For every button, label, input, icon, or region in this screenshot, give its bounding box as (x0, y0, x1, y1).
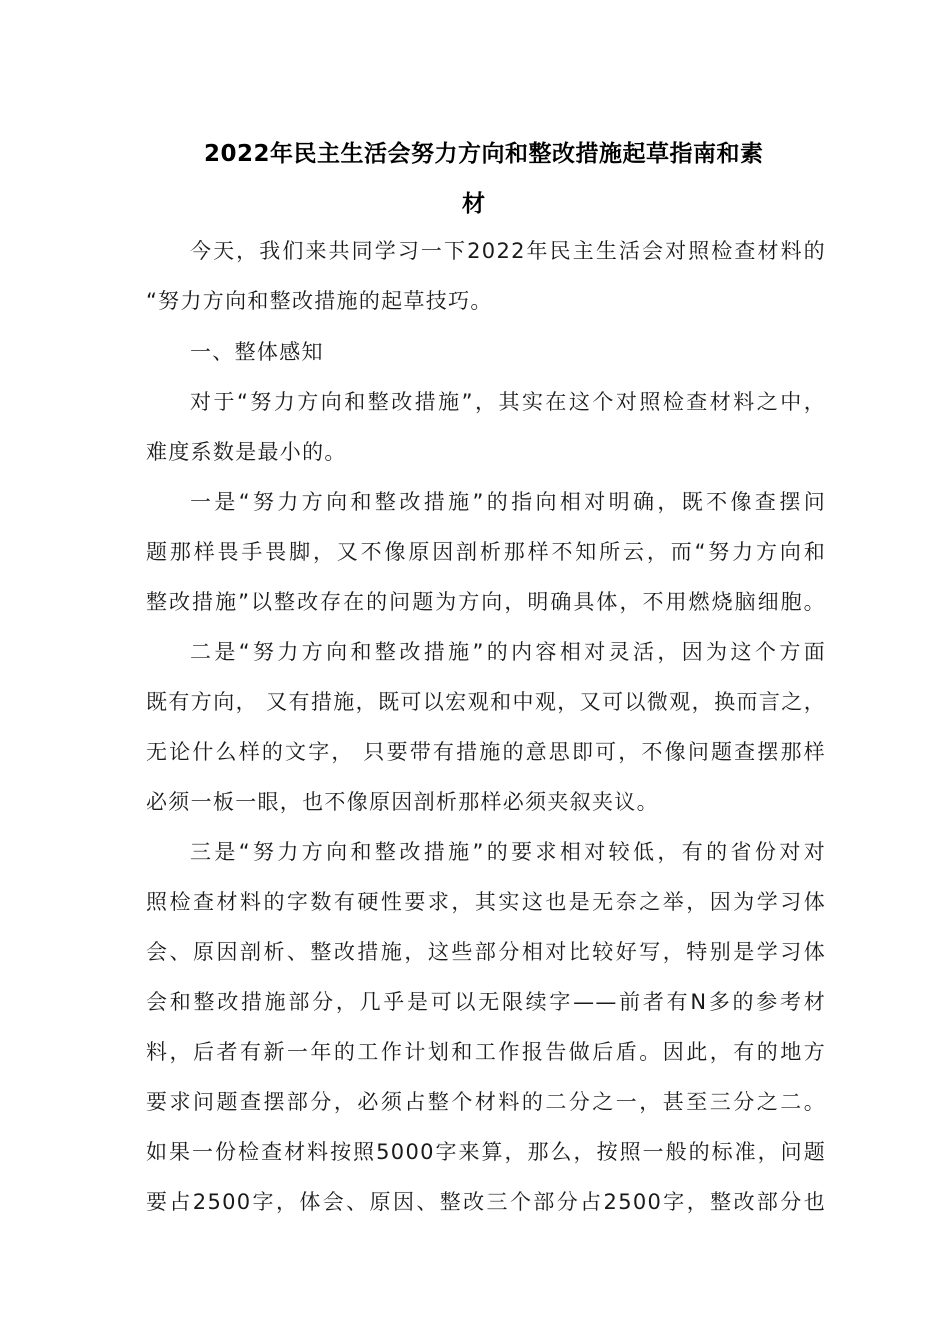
paragraph-line: 对于“努力方向和整改措施”，其实在这个对照检查材料之中， (190, 390, 826, 414)
paragraph-line: 无论什么样的文字， 只要带有措施的意思即可，不像问题查摆那样 (146, 740, 826, 764)
document-title-line-2: 材 (462, 191, 486, 217)
paragraph-line: “努力方向和整改措施的起草技巧。 (146, 289, 493, 313)
paragraph-line: 今天，我们来共同学习一下2022年民主生活会对照检查材料的 (190, 239, 826, 263)
paragraph-line: 会、原因剖析、整改措施，这些部分相对比较好写，特别是学习体 (146, 940, 826, 964)
paragraph-line: 料，后者有新一年的工作计划和工作报告做后盾。因此，有的地方 (146, 1040, 826, 1064)
paragraph-line: 一是“努力方向和整改措施”的指向相对明确，既不像查摆问 (190, 490, 826, 514)
paragraph-line: 题那样畏手畏脚，又不像原因剖析那样不知所云，而“努力方向和 (146, 540, 826, 564)
paragraph-line: 照检查材料的字数有硬性要求，其实这也是无奈之举，因为学习体 (146, 890, 826, 914)
paragraph-line: 要求问题查摆部分，必须占整个材料的二分之一，甚至三分之二。 (146, 1090, 826, 1114)
paragraph-line: 要占2500字，体会、原因、整改三个部分占2500字，整改部分也 (146, 1190, 826, 1214)
document-title-line-1: 2022年民主生活会努力方向和整改措施起草指南和素 (204, 141, 764, 167)
paragraph-line: 二是“努力方向和整改措施”的内容相对灵活，因为这个方面 (190, 640, 826, 664)
paragraph-line: 既有方向， 又有措施，既可以宏观和中观，又可以微观，换而言之， (146, 690, 826, 714)
paragraph-line: 整改措施”以整改存在的问题为方向，明确具体，不用燃烧脑细胞。 (146, 590, 826, 614)
section-heading: 一、整体感知 (190, 340, 324, 364)
paragraph-line: 必须一板一眼，也不像原因剖析那样必须夹叙夹议。 (146, 790, 659, 814)
paragraph-line: 会和整改措施部分，几乎是可以无限续字——前者有N多的参考材 (146, 990, 826, 1014)
paragraph-line: 难度系数是最小的。 (146, 440, 347, 464)
paragraph-line: 三是“努力方向和整改措施”的要求相对较低，有的省份对对 (190, 840, 826, 864)
paragraph-line: 如果一份检查材料按照5000字来算，那么，按照一般的标准，问题 (146, 1140, 826, 1164)
